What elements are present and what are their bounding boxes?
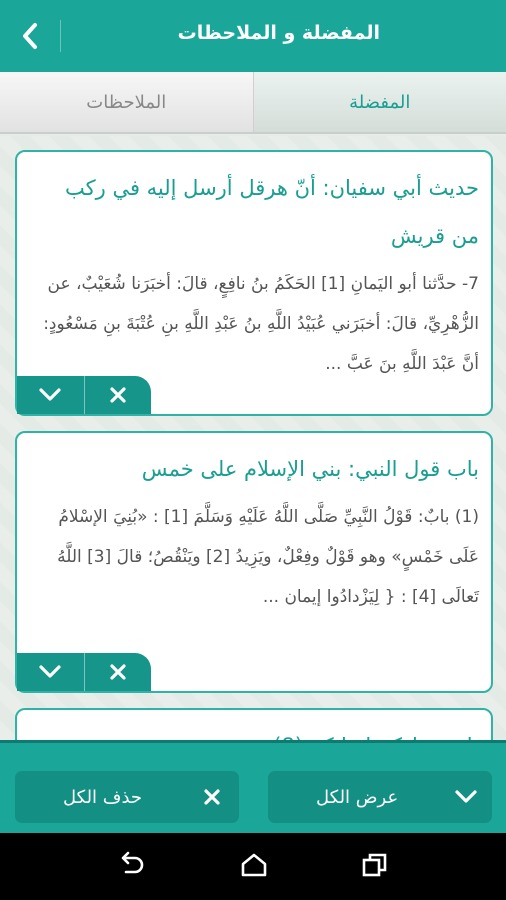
back-arrow-icon	[117, 852, 147, 878]
system-nav-bar	[0, 833, 506, 900]
recents-icon	[361, 852, 389, 878]
close-icon	[203, 788, 221, 806]
tab-notes[interactable]: الملاحظات	[0, 72, 253, 132]
delete-all-label: حذف الكل	[63, 786, 143, 808]
close-icon	[109, 386, 127, 404]
chevron-left-icon	[19, 21, 41, 51]
remove-favorite-button[interactable]	[84, 376, 152, 414]
show-all-label: عرض الكل	[316, 786, 399, 808]
bottom-action-bar	[0, 740, 506, 833]
list-item[interactable]	[15, 150, 493, 416]
nav-home-button[interactable]	[240, 852, 268, 882]
show-all-button[interactable]	[268, 771, 492, 823]
nav-back-button[interactable]	[117, 852, 147, 882]
chevron-down-icon	[38, 387, 62, 403]
tab-bar	[0, 72, 506, 134]
card-text: 7- حدَّثنا أبو اليَمانِ [1] الحَكَمُ بنُ نافِعٍ، قالَ: أخبَرَنا شُعَيْبٌ، عن الزُّهْرِيِّ، قالَ: أخبَرَني عُبَيْدُ اللَّهِ بنُ عَبْدِ اللَّهِ بنِ عُتْبَةَ بنِ مَسْعُودٍ: أنَّ عَبْدَ اللَّهِ بنَ عَبَّ ...	[43, 274, 479, 374]
appbar-divider	[60, 20, 61, 52]
card-title: باب قول النبي: بني الإسلام على خمس	[141, 457, 479, 481]
card-actions	[17, 653, 151, 691]
chevron-down-icon	[454, 789, 478, 805]
home-icon	[240, 852, 268, 878]
tab-favorites[interactable]: المفضلة	[253, 72, 506, 132]
favorites-list[interactable]	[0, 136, 506, 740]
back-button[interactable]	[0, 0, 60, 72]
delete-all-button[interactable]	[15, 771, 239, 823]
nav-recents-button[interactable]	[361, 852, 389, 882]
card-title: حديث أبي سفيان: أنّ هرقل أرسل إليه في ركب من قريش	[65, 176, 479, 248]
list-item[interactable]	[15, 431, 493, 693]
remove-favorite-button[interactable]	[84, 653, 152, 691]
close-icon	[109, 663, 127, 681]
app-bar	[0, 0, 506, 72]
card-text: (1) بابٌ: قَوْلُ النَّبِيِّ صَلَّى اللَّهُ عَلَيْهِ وَسَلَّمَ [1] : «بُنِيَ الإسْلامُ عَلَى خَمْسٍ» وهو قَوْلٌ وفِعْلٌ، ويَزِيدُ [2] ويَنْقُصُ؛ قالَ [3] اللَّهُ تَعالَى [4] : { لِيَزْدادُوا إيمان ...	[57, 507, 479, 607]
page-title: المفضلة و الملاحظات	[177, 22, 380, 44]
chevron-down-icon	[38, 664, 62, 680]
card-actions	[17, 376, 151, 414]
expand-button[interactable]	[17, 653, 84, 691]
expand-button[interactable]	[17, 376, 84, 414]
